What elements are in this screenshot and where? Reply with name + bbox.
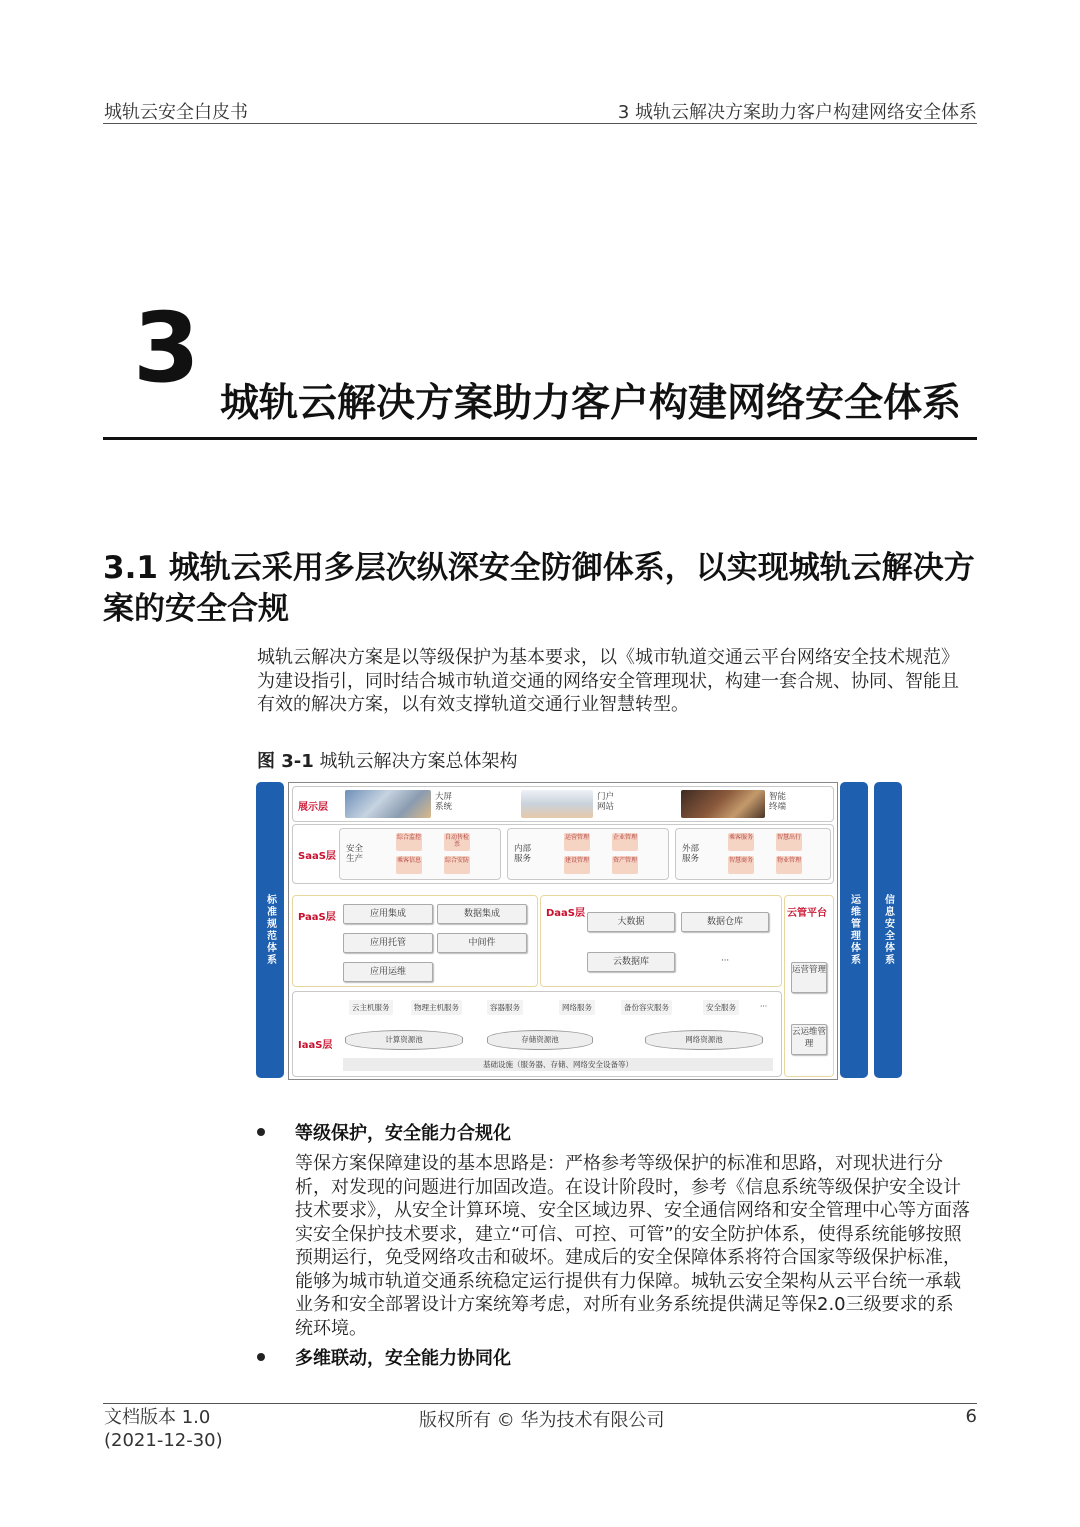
- saas-layer: [292, 824, 834, 884]
- saas-pill: 智慧出行: [776, 833, 802, 851]
- iaas-service: 备份容灾服务: [621, 1000, 672, 1015]
- paas-item: 应用集成: [343, 904, 433, 924]
- chapter-number: 3: [133, 292, 200, 404]
- intro-paragraph: 城轨云解决方案是以等级保护为基本要求，以《城市轨道交通云平台网络安全技术规范》为建设指引，同时结合城市轨道交通的网络安全管理现状，构建一套合规、协同、智能且有效的解决方案，以有效支撑轨道交通行业智慧转型。: [257, 647, 959, 715]
- saas-group-production: [339, 828, 501, 880]
- bullet-heading: 多维联动，安全能力协同化: [295, 1348, 511, 1369]
- big-screen-image: [345, 790, 431, 818]
- daas-layer-name: DaaS层: [546, 908, 585, 919]
- terminal-image: [681, 790, 765, 818]
- bullet-heading: 等级保护，安全能力合规化: [295, 1123, 511, 1144]
- saas-pill: 资产管理: [612, 856, 638, 874]
- saas-pill: 乘客服务: [728, 833, 754, 851]
- paas-layer-name: PaaS层: [298, 912, 336, 923]
- daas-more: ···: [721, 956, 730, 966]
- cloud-mgmt-item: 运营管理: [791, 962, 827, 993]
- standards-bar: [256, 782, 284, 1078]
- chapter-divider: [103, 437, 977, 440]
- page-number: 6: [965, 1406, 977, 1427]
- iaas-service: 物理主机服务: [411, 1000, 462, 1015]
- ops-bar-label: 运维管理体系: [848, 894, 860, 966]
- figure-caption-text: 城轨云解决方案总体架构: [319, 751, 518, 772]
- iaas-service: 容器服务: [487, 1000, 523, 1015]
- saas-pill: 乘客信息: [396, 856, 422, 874]
- paas-item: 数据集成: [437, 904, 527, 924]
- chapter-title: 城轨云解决方案助力客户构建网络安全体系: [220, 381, 962, 426]
- daas-item: 大数据: [587, 912, 675, 932]
- section-title: 3.1 城轨云采用多层次纵深安全防御体系，以实现城轨云解决方案的安全合规: [103, 550, 975, 627]
- info-security-bar: [874, 782, 902, 1078]
- paas-item: 应用托管: [343, 933, 433, 953]
- bullet-marker: [257, 1353, 265, 1361]
- cloud-mgmt-item: 云运维管理: [791, 1024, 827, 1055]
- cloud-mgmt-name: 云管平台: [787, 908, 827, 919]
- header-doc-title: 城轨云安全白皮书: [104, 102, 248, 123]
- saas-pill: 企业管理: [612, 833, 638, 851]
- header-divider: [103, 123, 977, 124]
- footer-date: (2021-12-30): [104, 1430, 223, 1451]
- daas-item: 数据仓库: [681, 912, 769, 932]
- footer-version: [104, 1406, 223, 1452]
- paas-item: 中间件: [437, 933, 527, 953]
- iaas-service: 云主机服务: [349, 1000, 393, 1015]
- figure-caption: [257, 747, 518, 773]
- bullet-body: 等保方案保障建设的基本思路是：严格参考等级保护的标准和思路，对现状进行分析，对发现的问题进行加固改造。在设计阶段时，参考《信息系统等级保护安全设计技术要求》，从安全计算环境、安全区域边界、安全通信网络和安全管理中心等方面落实安全保护技术要求，建立“可信、可控、可管”的安全防护体系，使得系统能够按照预期运行，免受网络攻击和破坏。建成后的安全保障体系将符合国家等级保护标准，能够为城市轨道交通系统稳定运行提供有力保障。城轨云安全架构从云平台统一承载业务和安全部署设计方案统筹考虑，对所有业务系统提供满足等保2.0三级要求的系统环境。: [295, 1153, 970, 1339]
- saas-pill: 建设管理: [564, 856, 590, 874]
- saas-pill: 综合监控: [396, 833, 422, 851]
- ops-management-bar: [840, 782, 868, 1078]
- iaas-pool: 网络资源池: [645, 1030, 763, 1050]
- display-layer: [292, 786, 834, 822]
- display-layer-name: 展示层: [298, 802, 328, 813]
- iaas-service: 网络服务: [559, 1000, 595, 1015]
- iaas-service-more: ···: [760, 1002, 768, 1011]
- display-item-portal: 门户网站: [597, 792, 615, 812]
- diagram-frame: [288, 782, 838, 1080]
- saas-layer-name: SaaS层: [298, 851, 336, 862]
- portal-image: [521, 790, 593, 818]
- saas-pill: 物业管理: [776, 856, 802, 874]
- paas-layer: [292, 895, 538, 987]
- footer-version-text: 文档版本 1.0: [104, 1407, 211, 1428]
- display-item-big-screen: 大屏系统: [435, 792, 453, 812]
- iaas-layer: [292, 991, 782, 1077]
- saas-group-internal: [507, 828, 669, 880]
- figure-label: 图 3-1: [257, 751, 314, 772]
- iaas-service: 安全服务: [703, 1000, 739, 1015]
- daas-layer: [540, 895, 782, 987]
- saas-group-label: 外部服务: [682, 844, 700, 864]
- saas-group-external: [675, 828, 831, 880]
- security-bar-label: 信息安全体系: [882, 894, 894, 966]
- iaas-pool: 计算资源池: [345, 1030, 463, 1050]
- footer-divider: [103, 1403, 977, 1404]
- iaas-pool: 存储资源池: [487, 1030, 593, 1050]
- iaas-layer-name: IaaS层: [298, 1040, 333, 1051]
- footer-copyright: 版权所有 © 华为技术有限公司: [419, 1410, 665, 1431]
- cloud-mgmt-platform: [784, 895, 834, 1077]
- header-chapter-title: 3 城轨云解决方案助力客户构建网络安全体系: [617, 102, 977, 123]
- daas-item: 云数据库: [587, 952, 675, 972]
- display-item-terminal: 智能终端: [769, 792, 787, 812]
- saas-pill: 自动售检票: [444, 833, 470, 851]
- standards-bar-label: 标准规范体系: [264, 894, 276, 966]
- saas-pill: 智慧商务: [728, 856, 754, 874]
- architecture-diagram: [256, 782, 904, 1080]
- saas-pill: 综合安防: [444, 856, 470, 874]
- saas-pill: 运营管理: [564, 833, 590, 851]
- paas-item: 应用运维: [343, 962, 433, 982]
- bullet-marker: [257, 1128, 265, 1136]
- saas-group-label: 内部服务: [514, 844, 532, 864]
- saas-group-label: 安全生产: [346, 844, 364, 864]
- iaas-base-infra: 基础设施（服务器、存储、网络安全设备等）: [343, 1058, 773, 1071]
- iaas-services: [349, 1000, 779, 1014]
